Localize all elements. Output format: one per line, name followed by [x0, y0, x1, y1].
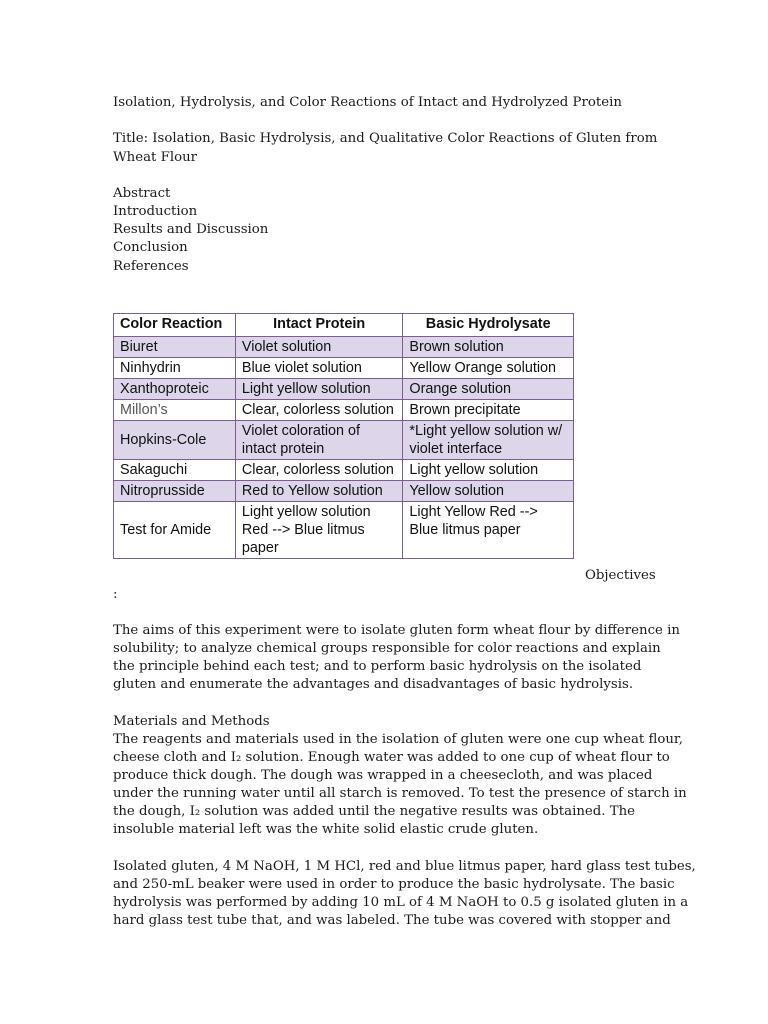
cell-reaction: Nitroprusside: [114, 481, 236, 502]
header-intact-protein: Intact Protein: [235, 314, 403, 337]
cell-intact: Violet coloration of intact protein: [235, 421, 403, 460]
objectives-paragraph: [113, 622, 680, 694]
cell-intact: Light yellow solution: [235, 379, 403, 400]
paragraph-line: the dough, I₂ solution was added until the negative results was obtained. The: [113, 804, 636, 819]
cell-reaction: Sakaguchi: [114, 460, 236, 481]
cell-hydrolysate: *Light yellow solution w/ violet interface: [403, 421, 574, 460]
outline-results-discussion: Results and Discussion: [113, 222, 269, 237]
cell-hydrolysate: Brown precipitate: [403, 400, 574, 421]
table-row: [114, 379, 574, 400]
table-row: [114, 337, 574, 358]
cell-intact: Violet solution: [235, 337, 403, 358]
table-row: [114, 502, 574, 559]
cell-reaction: Millon’s: [114, 400, 236, 421]
cell-reaction: Hopkins-Cole: [114, 421, 236, 460]
objectives-label: Objectives: [585, 568, 656, 583]
paragraph-line: the principle behind each test; and to perform basic hydrolysis on the isolated: [113, 659, 642, 674]
materials-methods-heading: Materials and Methods: [113, 714, 270, 729]
cell-intact: Blue violet solution: [235, 358, 403, 379]
paragraph-line: and 250-mL beaker were used in order to produce the basic hydrolysate. The basic: [113, 877, 675, 892]
cell-hydrolysate: Yellow Orange solution: [403, 358, 574, 379]
paragraph-line: under the running water until all starch is removed. To test the presence of starch in: [113, 786, 687, 801]
cell-reaction: Biuret: [114, 337, 236, 358]
table-row: [114, 421, 574, 460]
cell-intact: Clear, colorless solution: [235, 400, 403, 421]
table-header-row: [114, 314, 574, 337]
methods-paragraph-1: [113, 731, 687, 839]
color-reaction-table: [113, 313, 574, 559]
cell-reaction: Ninhydrin: [114, 358, 236, 379]
cell-hydrolysate: Light Yellow Red --> Blue litmus paper: [403, 502, 574, 559]
table-row: [114, 400, 574, 421]
cell-reaction: Xanthoproteic: [114, 379, 236, 400]
table-row: [114, 481, 574, 502]
table-row: [114, 358, 574, 379]
cell-intact: Red to Yellow solution: [235, 481, 403, 502]
cell-hydrolysate: Orange solution: [403, 379, 574, 400]
paragraph-line: The reagents and materials used in the isolation of gluten were one cup wheat flour,: [113, 732, 684, 747]
outline-abstract: Abstract: [113, 186, 171, 201]
paragraph-line: hard glass test tube that, and was labeled. The tube was covered with stopper and: [113, 913, 671, 928]
document-title-line-2: Wheat Flour: [113, 150, 198, 165]
paragraph-line: cheese cloth and I₂ solution. Enough water was added to one cup of wheat flour to: [113, 750, 670, 765]
methods-paragraph-2: [113, 858, 696, 930]
paragraph-line: insoluble material left was the white solid elastic crude gluten.: [113, 822, 539, 837]
document-title-line-1: Title: Isolation, Basic Hydrolysis, and Qualitative Color Reactions of Gluten from: [113, 131, 658, 146]
outline-introduction: Introduction: [113, 204, 198, 219]
paragraph-line: Isolated gluten, 4 M NaOH, 1 M HCl, red and blue litmus paper, hard glass test tubes,: [113, 859, 696, 874]
document-heading: Isolation, Hydrolysis, and Color Reactions of Intact and Hydrolyzed Protein: [113, 95, 622, 110]
cell-hydrolysate: Light yellow solution: [403, 460, 574, 481]
outline-conclusion: Conclusion: [113, 240, 188, 255]
paragraph-line: produce thick dough. The dough was wrapped in a cheesecloth, and was placed: [113, 768, 653, 783]
cell-intact: Clear, colorless solution: [235, 460, 403, 481]
cell-reaction: Test for Amide: [114, 502, 236, 559]
objectives-colon: :: [113, 587, 118, 602]
cell-intact: Light yellow solution Red --> Blue litmus paper: [235, 502, 403, 559]
paragraph-line: The aims of this experiment were to isolate gluten form wheat flour by difference in: [113, 623, 680, 638]
cell-hydrolysate: Yellow solution: [403, 481, 574, 502]
paragraph-line: gluten and enumerate the advantages and disadvantages of basic hydrolysis.: [113, 677, 634, 692]
table-row: [114, 460, 574, 481]
header-color-reaction: Color Reaction: [114, 314, 236, 337]
paragraph-line: hydrolysis was performed by adding 10 mL of 4 M NaOH to 0.5 g isolated gluten in a: [113, 895, 689, 910]
cell-hydrolysate: Brown solution: [403, 337, 574, 358]
outline-references: References: [113, 259, 189, 274]
header-basic-hydrolysate: Basic Hydrolysate: [403, 314, 574, 337]
paragraph-line: solubility; to analyze chemical groups responsible for color reactions and explain: [113, 641, 661, 656]
